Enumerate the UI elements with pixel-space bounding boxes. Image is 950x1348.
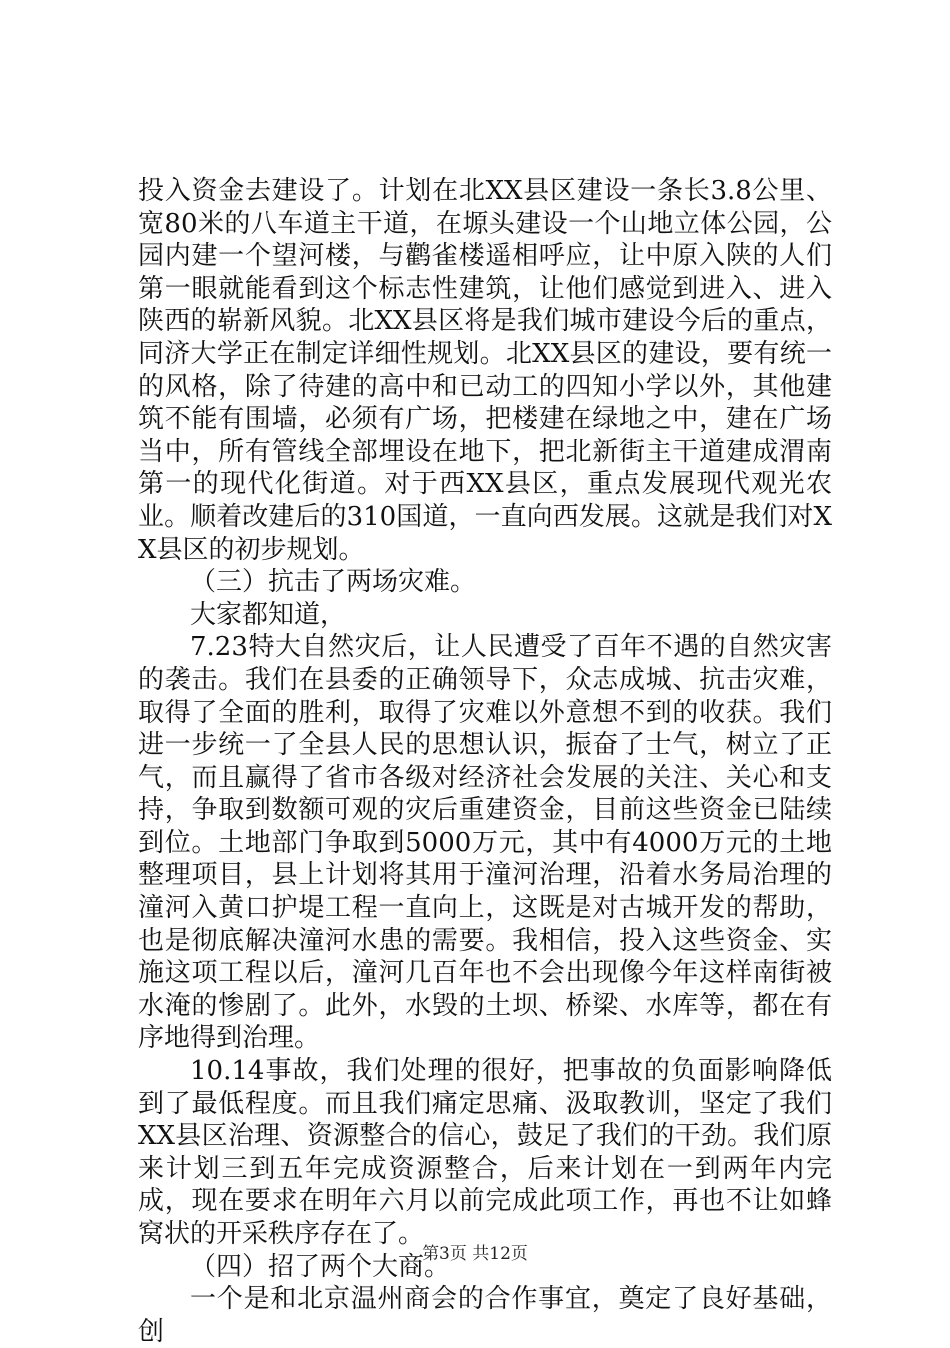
paragraph-planning: 投入资金去建设了。计划在北XX县区建设一条长3.8公里、宽80米的八车道主干道，在塬头建设一个山地立体公园，公园内建一个望河楼，与鹳雀楼遥相呼应，让中原入陕的人们第一眼就能看到这个标志性建筑，让他们感觉到进入、进入陕西的崭新风貌。北XX县区将是我们城市建设今后的重点，同济大学正在制定详细性规划。北XX县区的建设，要有统一的风格，除了待建的高中和已动工的四知小学以外，其他建筑不能有围墙，必须有广场，把楼建在绿地之中，建在广场当中，所有管线全部埋设在地下，把北新街主干道建成渭南第一的现代化街道。对于西XX县区，重点发展现代观光农业。顺着改建后的310国道，一直向西发展。这就是我们对XX县区的初步规划。 [138,176,832,565]
heading-disasters: （三）抗击了两场灾难。 [190,567,477,598]
heading-investors: （四）招了两个大商。 [190,1251,451,1282]
page-number: 第3页 共12页 [422,1244,528,1264]
paragraph-intro: 大家都知道， [190,599,347,630]
document-body [138,175,832,1348]
paragraph-accident: 10.14事故，我们处理的很好，把事故的负面影响降低到了最低程度。而且我们痛定思痛、汲取教训，坚定了我们XX县区治理、资源整合的信心，鼓足了我们的干劲。我们原来计划三到五年完成资源整合，后来计划在一到两年内完成，现在要求在明年六月以前完成此项工作，再也不让如蜂窝状的开采秩序存在了。 [138,1056,832,1249]
paragraph-flood: 7.23特大自然灾后，让人民遭受了百年不遇的自然灾害的袭击。我们在县委的正确领导下，众志成城、抗击灾难，取得了全面的胜利，取得了灾难以外意想不到的收获。我们进一步统一了全县人民的思想认识，振奋了士气，树立了正气，而且赢得了省市各级对经济社会发展的关注、关心和支持，争取到数额可观的灾后重建资金，目前这些资金已陆续到位。土地部门争取到5000万元，其中有4000万元的土地整理项目，县上计划将其用于潼河治理，沿着水务局治理的潼河入黄口护堤工程一直向上，这既是对古城开发的帮助，也是彻底解决潼河水患的需要。我相信，投入这些资金、实施这项工程以后，潼河几百年也不会出现像今年这样南街被水淹的惨剧了。此外，水毁的土坝、桥梁、水库等，都在有序地得到治理。 [138,632,832,1054]
paragraph-investors: 一个是和北京温州商会的合作事宜，奠定了良好基础，创 [138,1284,832,1347]
